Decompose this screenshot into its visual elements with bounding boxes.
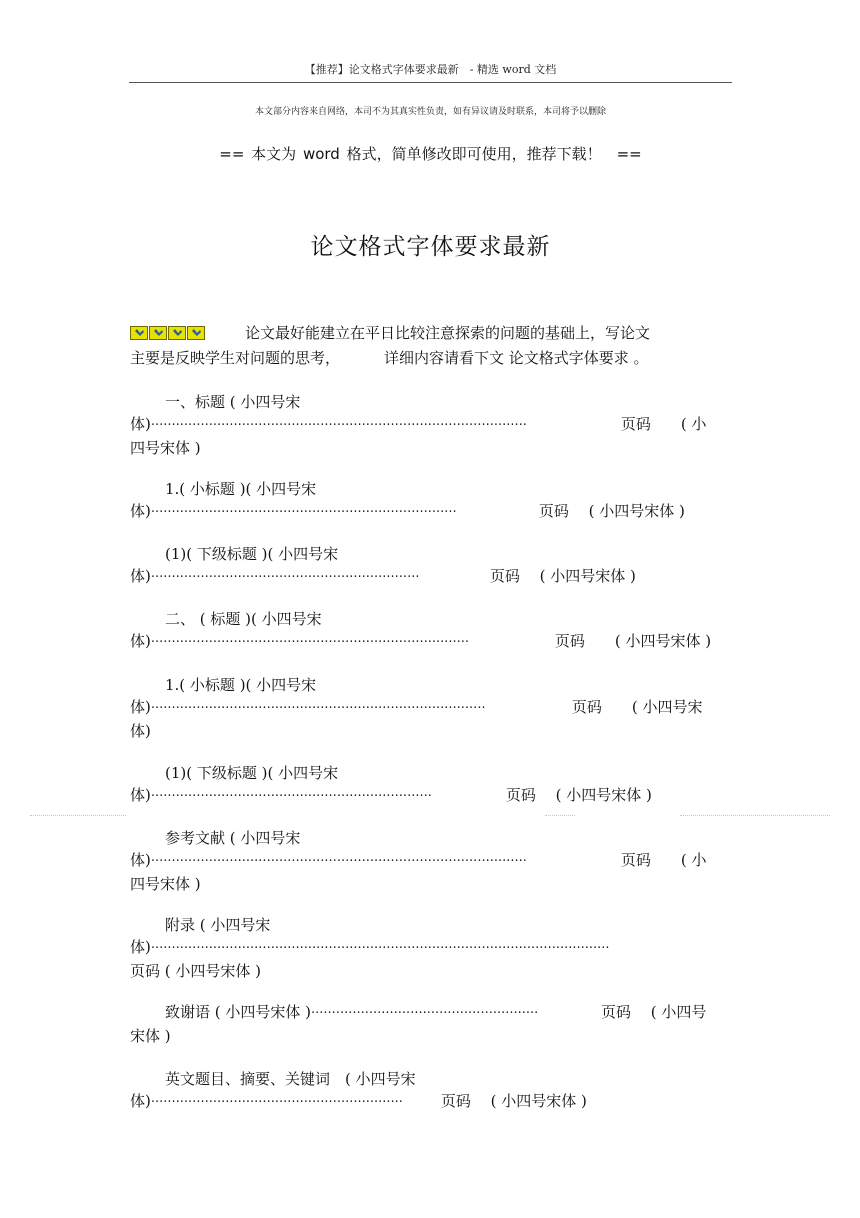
intro-paragraph — [130, 321, 730, 371]
toc-entry-prefix: 体) — [130, 938, 151, 956]
toc-entry-page: 页码 ( 小四号 — [601, 1003, 707, 1021]
toc-leader-dots: ··························································································· — [150, 418, 527, 433]
toc-entry-page: 页码 ( 小四号宋体 ) — [489, 567, 636, 585]
toc-entry-row — [130, 1001, 730, 1025]
toc-entry-prefix: 体) — [130, 415, 151, 433]
toc-entry — [130, 1068, 730, 1114]
toc-entry-lead: 致谢语 ( 小四号宋体 ) — [165, 1003, 312, 1021]
toc-entry-lead: (1)( 下级标题 )( 小四号宋 — [165, 545, 339, 563]
toc-leader-dots: ··························································································· — [150, 854, 527, 869]
toc-entry-prefix: 体) — [130, 698, 151, 716]
toc-entry-continuation: 四号宋体 ) — [130, 875, 201, 893]
toc-entry-lead: 英文题目、摘要、关键词 ( 小四号宋 — [165, 1070, 416, 1088]
toc-entry — [130, 391, 730, 459]
toc-entry-row — [130, 849, 730, 873]
pointing-hand-icon — [130, 326, 148, 340]
toc-entry-lead: 附录 ( 小四号宋 — [165, 916, 271, 934]
toc-entry — [130, 478, 730, 524]
page-divider-left — [30, 815, 126, 816]
toc-entry-prefix: 体) — [130, 786, 151, 804]
intro-line-2-part-b: 详细内容请看下文 论文格式字体要求 。 — [384, 349, 649, 367]
toc-entry-lead: 一、标题 ( 小四号宋 — [165, 393, 301, 411]
toc-entry-lead: 1.( 小标题 )( 小四号宋 — [165, 676, 317, 694]
pointing-hand-icon — [168, 326, 186, 340]
toc-entry-prefix: 体) — [130, 567, 151, 585]
document-title: 论文格式字体要求最新 — [310, 234, 551, 260]
toc-entry-row — [130, 500, 730, 524]
toc-leader-dots: ·········································································· — [150, 505, 457, 520]
page-divider-mid — [545, 815, 575, 816]
page-divider-right — [680, 815, 830, 816]
toc-leader-dots: ············································································· — [150, 635, 470, 650]
intro-line-2-part-a: 主要是反映学生对问题的思考， — [130, 349, 341, 367]
toc-leader-dots: ··············································································································· — [150, 941, 610, 956]
toc-entry-continuation: 宋体 ) — [130, 1027, 171, 1045]
toc-entry-lead: (1)( 下级标题 )( 小四号宋 — [165, 764, 339, 782]
toc-entry — [130, 1001, 730, 1047]
toc-entry-row — [130, 784, 730, 808]
toc-entry-row — [130, 630, 730, 654]
toc-entry-row — [130, 936, 730, 960]
toc-entry — [130, 914, 730, 982]
toc-entry — [130, 608, 730, 654]
toc-entry-prefix: 体) — [130, 502, 151, 520]
toc-entry-page: 页码 ( 小四号宋 — [571, 698, 703, 716]
toc-entry-lead: 二、 ( 标题 )( 小四号宋 — [165, 610, 322, 628]
toc-entry-row — [130, 1090, 730, 1114]
toc-entry-continuation: 四号宋体 ) — [130, 439, 201, 457]
disclaimer-text: 本文部分内容来自网络，本司不为其真实性负责，如有异议请及时联系，本司将予以删除 — [254, 107, 606, 117]
toc-leader-dots: ······················································· — [311, 1006, 539, 1021]
pointing-hand-icon — [187, 326, 205, 340]
toc-leader-dots: ····························································· — [150, 1095, 403, 1110]
toc-entry-page: 页码 ( 小四号宋体 ) — [505, 786, 652, 804]
toc-leader-dots: ································································· — [150, 570, 420, 585]
toc-entry-page: 页码 ( 小四号宋体 ) — [538, 502, 685, 520]
toc-entry — [130, 762, 730, 808]
toc-entry-lead: 参考文献 ( 小四号宋 — [165, 829, 301, 847]
toc-entry-continuation: 页码 ( 小四号宋体 ) — [130, 962, 262, 980]
toc-leader-dots: ···································································· — [150, 789, 432, 804]
toc-entry-page: 页码 ( 小四号宋体 ) — [440, 1092, 587, 1110]
toc-entry-prefix: 体) — [130, 1092, 151, 1110]
running-header: 【推荐】论文格式字体要求最新 - 精选 word 文档 — [304, 63, 557, 76]
toc-entry — [130, 543, 730, 589]
toc-entry-lead: 1.( 小标题 )( 小四号宋 — [165, 480, 317, 498]
intro-line-2 — [130, 346, 730, 371]
toc-entry-row — [130, 565, 730, 589]
download-notice: == 本文为 word 格式，简单修改即可使用，推荐下载！ == — [219, 145, 642, 163]
pointing-hand-icon — [149, 326, 167, 340]
header-rule — [129, 82, 732, 83]
toc-entry-prefix: 体) — [130, 851, 151, 869]
toc-entry-page: 页码 ( 小四号宋体 ) — [554, 632, 712, 650]
toc-entry — [130, 674, 730, 742]
decorative-icon-strip — [130, 326, 205, 340]
toc-entry — [130, 827, 730, 895]
toc-entry-continuation: 体) — [130, 722, 151, 740]
toc-entry-page: 页码 ( 小 — [620, 415, 707, 433]
intro-line-1: 论文最好能建立在平日比较注意探索的问题的基础上，写论文 — [245, 324, 651, 342]
toc-entry-page: 页码 ( 小 — [620, 851, 707, 869]
toc-leader-dots: ················································································· — [150, 701, 486, 716]
toc-entry-row — [130, 696, 730, 720]
toc-entry-prefix: 体) — [130, 632, 151, 650]
toc-entry-row — [130, 413, 730, 437]
